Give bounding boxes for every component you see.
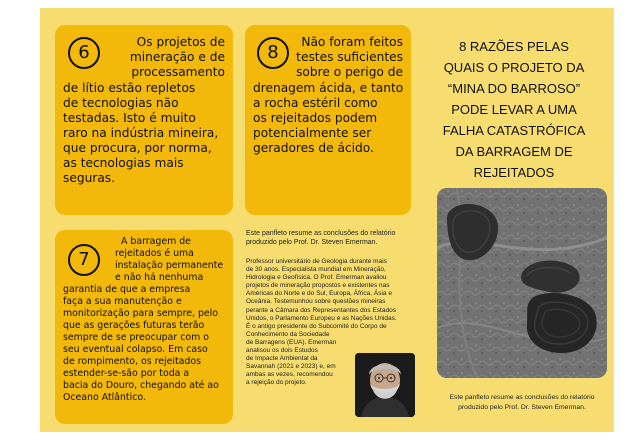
reason-text-7-line-7: monitorização para sempre, pelo: [63, 308, 219, 319]
reason-text-6-line-2: mineração e de: [129, 50, 225, 64]
reason-text-7-line-13: bacia do Douro, chegando até ao: [63, 380, 219, 391]
bio-line-8: Unidos, o Parlamento Europeu e as Nações Unidas.: [246, 314, 397, 322]
reason-text-6-line-3: processamento: [131, 65, 225, 79]
reason-text-7-line-4: e não há nenhuma: [115, 272, 204, 283]
reason-number-7: 7: [68, 244, 100, 276]
reason-text-6-line-6: testadas. Isto é muito: [63, 111, 196, 125]
reason-text-6-line-1: Os projetos de: [136, 35, 225, 49]
reason-text-6-line-8: que procura, por norma,: [63, 141, 212, 155]
reason-text-8-line-5: a rocha estéril como: [253, 96, 378, 110]
title-line-5: FALHA CATASTRÓFICA: [442, 123, 586, 138]
caption-line-1: Este panfleto resume as conclusões do relatório: [449, 394, 595, 401]
reason-text-8-line-1: Não foram feitos: [301, 35, 403, 49]
reason-text-7-line-12: estender-se-são por toda a: [63, 368, 190, 379]
title-line-3: “MINA DO BARROSO”: [447, 81, 581, 96]
bio-line-12: analisou os dois Estudos: [246, 347, 318, 355]
reason-text-6-line-4: de lítio estão repletos: [63, 81, 196, 95]
bio-line-9: É o antigo presidente do Subcomité do Corpo de: [246, 322, 387, 330]
reason-card-6: [55, 25, 233, 215]
pamphlet-title: [423, 36, 605, 183]
title-line-6: DA BARRAGEM DE: [455, 144, 573, 159]
summary-line-1: Este panfleto resume as conclusões do relatório: [246, 230, 396, 237]
reason-card-8: [245, 25, 411, 215]
bio-line-16: a rejeição do projeto.: [246, 379, 307, 387]
bio-line-13: de Impacte Ambiental da: [246, 355, 318, 363]
caption-line-2: produzido pelo Prof. Dr. Steven Emerman.: [458, 404, 586, 411]
bio-line-4: projetos de mineração propostos e existentes nas: [246, 282, 390, 290]
reason-text-8-line-4: drenagem ácida, e tanto: [253, 81, 404, 95]
reason-text-6-line-10: seguras.: [63, 171, 116, 185]
title-line-4: PODE LEVAR A UMA: [451, 102, 577, 117]
title-line-7: REJEITADOS: [473, 165, 555, 180]
summary-note: [246, 230, 402, 247]
bio-line-15: ambas as vezes, recomendou: [246, 371, 333, 379]
reason-text-7-line-11: de rompimento, os rejeitados: [63, 356, 201, 367]
reason-text-8-line-8: geradores de ácido.: [253, 141, 374, 155]
mine-aerial-image: [437, 188, 607, 378]
bio-line-7: perante a Câmara dos Representantes dos Estados: [246, 306, 396, 314]
reason-text-7-line-2: rejeitados é uma: [115, 248, 194, 259]
reason-text-6-line-5: de tecnologias não: [63, 96, 179, 110]
reason-text-7-line-6: faça a sua manutenção e: [63, 296, 182, 307]
mine-caption: [435, 393, 609, 413]
reason-number-8: 8: [257, 37, 289, 69]
bio-line-3: Hidrologia e Geofísica. O Prof. Emerman avaliou: [246, 274, 387, 282]
reason-text-8-line-6: os rejeitados podem: [253, 111, 378, 125]
bio-line-6: Oceânia. Testemunhou sobre questões mineiras: [246, 298, 386, 306]
pamphlet-page: [40, 8, 614, 432]
reason-text-7-line-10: seu eventual colapso. Em caso: [63, 344, 208, 355]
author-photo: [355, 353, 415, 417]
bio-line-1: Professor universitário de Geologia durante mais: [246, 258, 387, 265]
mine-aerial-photo: [437, 188, 607, 378]
author-portrait-image: [355, 353, 415, 417]
bio-line-5: Américas do Norte e do Sul, Europa, África, Ásia e: [246, 290, 392, 298]
reason-text-6-line-7: raro na indústria mineira,: [63, 126, 219, 140]
bio-line-10: Conhecimento da Sociedade: [246, 330, 330, 338]
reason-text-7-line-5: garantia de que a empresa: [63, 284, 191, 295]
reason-text-7-line-1: A barragem de: [121, 236, 191, 247]
title-line-2: QUAIS O PROJETO DA: [443, 60, 585, 75]
reason-text-7-line-14: Oceano Atlântico.: [63, 392, 146, 403]
reason-text-7-line-3: instalação permanente: [115, 260, 224, 271]
bio-line-2: de 30 anos. Especialista mundial em Mineração,: [246, 266, 386, 274]
reason-text-7-line-8: que as gerações futuras terão: [63, 320, 205, 331]
bio-line-11: de Barragens (EUA). Emerman: [246, 338, 337, 346]
reason-number-6: 6: [68, 37, 100, 69]
reason-text-6-line-9: as tecnologias mais: [63, 156, 184, 170]
reason-text-8-line-7: potencialmente ser: [253, 126, 372, 140]
title-line-1: 8 RAZÕES PELAS: [459, 39, 569, 54]
bio-line-14: Savannah (2021 e 2023) e, em: [246, 363, 336, 371]
reason-text-7-line-9: sempre de se preocupar com o: [63, 332, 209, 343]
reason-text-8-line-2: testes suficientes: [296, 50, 403, 64]
reason-card-7: [55, 230, 233, 424]
reason-text-8-line-3: sobre o perigo de: [296, 65, 403, 79]
summary-line-2: produzido pelo Prof. Dr. Steven Emerman.: [246, 238, 378, 246]
